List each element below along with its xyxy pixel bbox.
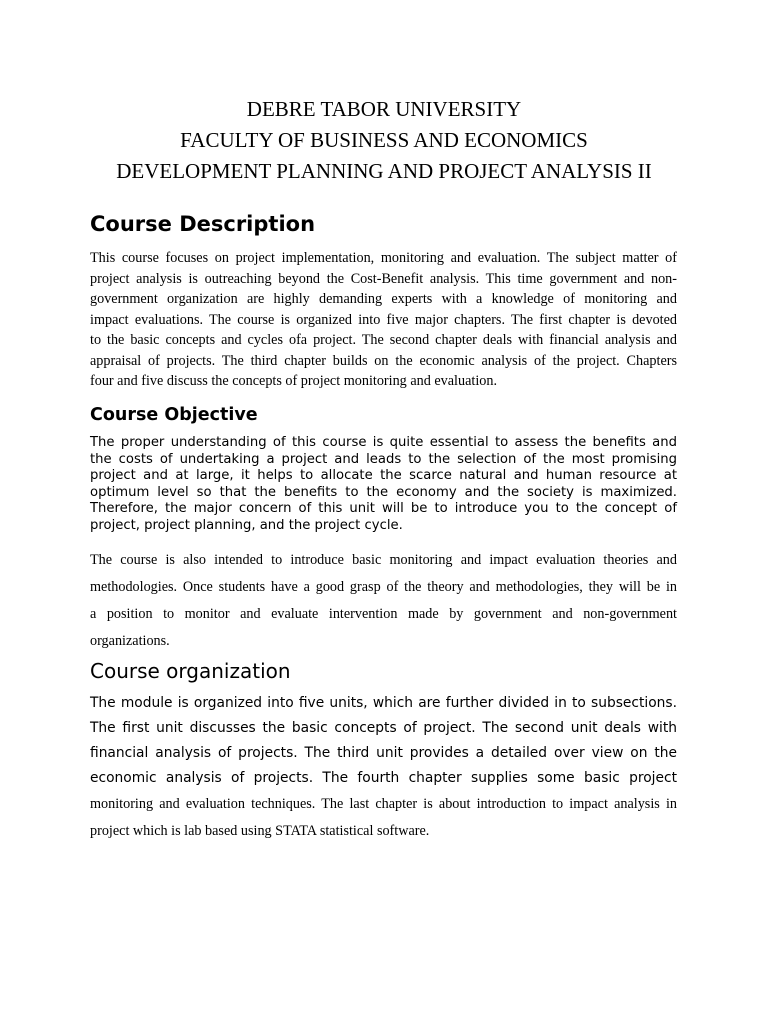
- paragraph-line: monitoring and evaluation techniques. The last chapter is about introduction to impact analysis in: [90, 796, 677, 812]
- paragraph-line: project which is lab based using STATA statistical software.: [90, 823, 430, 839]
- document-header: [0, 94, 768, 187]
- course-organization-heading: Course organization: [90, 659, 291, 683]
- course-organization-paragraph: [90, 691, 677, 845]
- paragraph-line: financial analysis of projects. The third unit provides a detailed over view on the: [90, 745, 677, 761]
- paragraph-line: economic analysis of projects. The fourth chapter supplies some basic project: [90, 770, 677, 786]
- course-objective-paragraph-2: [90, 547, 677, 655]
- paragraph-line: four and five discuss the concepts of project monitoring and evaluation.: [90, 373, 497, 389]
- paragraph-line: the costs of undertaking a project and leads to the selection of the most promising: [90, 451, 677, 467]
- course-description-heading: Course Description: [90, 212, 316, 236]
- paragraph-line: to the basic concepts and cycles ofa project. The second chapter deals with financial analysis and: [90, 332, 677, 348]
- paragraph-line: appraisal of projects. The third chapter builds on the economic analysis of the project. Chapters: [90, 352, 677, 369]
- paragraph-line: project, project planning, and the project cycle.: [90, 517, 403, 533]
- paragraph-line: This course focuses on project implementation, monitoring and evaluation. The subject matter of: [90, 250, 677, 266]
- course-objective-heading: Course Objective: [90, 405, 258, 425]
- organization-sans-lines: [90, 691, 677, 791]
- paragraph-line: project and at large, it helps to allocate the scarce natural and human resource at: [90, 468, 677, 483]
- paragraph-line: The course is also intended to introduce basic monitoring and impact evaluation theories and: [90, 552, 677, 568]
- university-name: DEBRE TABOR UNIVERSITY: [246, 97, 522, 121]
- paragraph-line: organizations.: [90, 633, 170, 649]
- course-objective-paragraph-1: [90, 435, 677, 534]
- paragraph-line: methodologies. Once students have a good grasp of the theory and methodologies, they will be in: [90, 579, 677, 595]
- paragraph-line: impact evaluations. The course is organized into five major chapters. The first chapter is devoted: [90, 311, 677, 328]
- course-name: DEVELOPMENT PLANNING AND PROJECT ANALYSIS II: [116, 159, 652, 183]
- organization-serif-lines: [90, 791, 677, 845]
- paragraph-line: project analysis is outreaching beyond the Cost-Benefit analysis. This time government and non-: [90, 270, 677, 287]
- paragraph-line: optimum level so that the benefits to the economy and the society is maximized.: [90, 484, 677, 500]
- paragraph-line: The first unit discusses the basic concepts of project. The second unit deals with: [90, 720, 677, 736]
- faculty-name: FACULTY OF BUSINESS AND ECONOMICS: [180, 128, 588, 152]
- paragraph-line: The module is organized into five units, which are further divided in to subsections.: [90, 695, 677, 711]
- paragraph-line: government organization are highly demanding experts with a knowledge of monitoring and: [90, 291, 677, 307]
- course-description-paragraph: [90, 248, 677, 392]
- paragraph-line: The proper understanding of this course is quite essential to assess the benefits and: [90, 435, 677, 450]
- paragraph-line: Therefore, the major concern of this unit will be to introduce you to the concept of: [90, 501, 677, 516]
- paragraph-line: a position to monitor and evaluate intervention made by government and non-government: [90, 606, 677, 622]
